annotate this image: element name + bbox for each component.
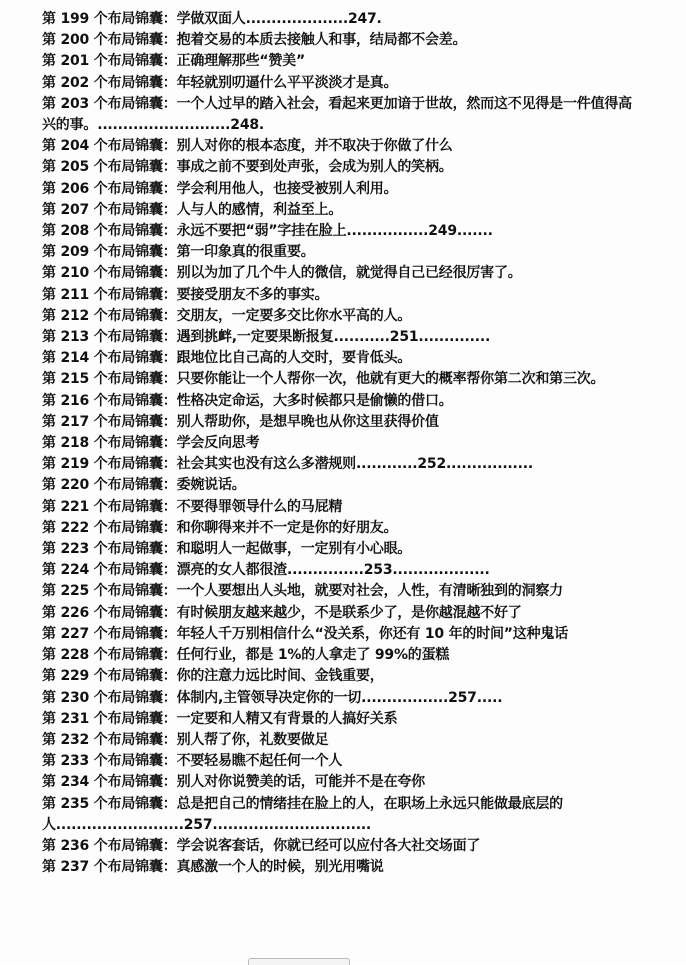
toc-entry: 第 223 个布局锦囊：和聪明人一起做事，一定别有小心眼。 xyxy=(42,541,412,558)
toc-entry: 第 211 个布局锦囊：要接受朋友不多的事实。 xyxy=(42,286,329,303)
toc-entry: 第 200 个布局锦囊：抱着交易的本质去接触人和事，结局都不会差。 xyxy=(42,32,467,49)
toc-entry: 第 208 个布局锦囊：永远不要把“弱”字挂在脸上................249....... xyxy=(42,223,493,240)
toc-entry: 第 215 个布局锦囊：只要你能让一个人帮你一次，他就有更大的概率帮你第二次和第三次。 xyxy=(42,371,605,388)
toc-entry: 第 219 个布局锦囊：社会其实也没有这么多潜规则............252................. xyxy=(42,456,534,473)
toc-entry: 第 229 个布局锦囊：你的注意力远比时间、金钱重要， xyxy=(42,668,384,685)
toc-entry: 第 212 个布局锦囊：交朋友，一定要多交比你水平高的人。 xyxy=(42,307,412,324)
toc-entry: 第 216 个布局锦囊：性格决定命运，大多时候都只是偷懒的借口。 xyxy=(42,392,453,409)
toc-entry: 第 237 个布局锦囊：真感激一个人的时候，别光用嘴说 xyxy=(42,859,384,876)
toc-entry: 第 206 个布局锦囊：学会利用他人，也接受被别人利用。 xyxy=(42,180,398,197)
toc-entry: 第 233 个布局锦囊：不要轻易瞧不起任何一个人 xyxy=(42,753,343,770)
toc-entry: 第 199 个布局锦囊：学做双面人....................247. xyxy=(42,11,382,27)
toc-entry: 第 234 个布局锦囊：别人对你说赞美的话，可能并不是在夸你 xyxy=(42,774,425,791)
toc-entry: 第 202 个布局锦囊：年轻就别叨逼什么平平淡淡才是真。 xyxy=(42,74,398,91)
toc-entry: 第 225 个布局锦囊：一个人要想出人头地，就要对社会，人性，有清晰独到的洞察力 xyxy=(42,583,563,600)
toc-entry: 第 205 个布局锦囊：事成之前不要到处声张，会成为别人的笑柄。 xyxy=(42,159,453,176)
toc-entry: 第 204 个布局锦囊：别人对你的根本态度，并不取决于你做了什么 xyxy=(42,138,453,155)
toc-entry: 第 207 个布局锦囊：人与人的感情，利益至上。 xyxy=(42,201,343,218)
toc-entry: 第 201 个布局锦囊：正确理解那些“赞美” xyxy=(42,53,305,70)
toc-entry: 第 203 个布局锦囊：一个人过早的踏入社会，看起来更加谙于世故，然而这不见得是一件值得高兴的事。..........................248. xyxy=(42,95,632,134)
toc-entry: 第 213 个布局锦囊：遇到挑衅,一定要果断报复...........251.............. xyxy=(42,329,491,346)
toc-entry: 第 221 个布局锦囊：不要得罪领导什么的马屁精 xyxy=(42,498,343,515)
toc-entry: 第 217 个布局锦囊：别人帮助你，是想早晚也从你这里获得价值 xyxy=(42,413,439,430)
toc-entry: 第 226 个布局锦囊：有时候朋友越来越少，不是联系少了，是你越混越不好了 xyxy=(42,604,522,621)
toc-entry: 第 235 个布局锦囊：总是把自己的情绪挂在脸上的人，在职场上永远只能做最底层的人.........................257............................... xyxy=(42,795,563,833)
table-of-contents xyxy=(42,9,642,878)
toc-entry: 第 218 个布局锦囊：学会反向思考 xyxy=(42,435,260,452)
toc-entry: 第 236 个布局锦囊：学会说客套话，你就已经可以应付各大社交场面了 xyxy=(42,837,481,854)
toc-entry: 第 232 个布局锦囊：别人帮了你，礼数要做足 xyxy=(42,731,329,748)
toc-entry: 第 224 个布局锦囊：漂亮的女人都很渣...............253................... xyxy=(42,562,490,579)
toc-entry: 第 231 个布局锦囊：一定要和人精又有背景的人搞好关系 xyxy=(42,710,398,727)
toc-entry: 第 220 个布局锦囊：委婉说话。 xyxy=(42,477,246,494)
toc-entry: 第 210 个布局锦囊：别以为加了几个牛人的微信，就觉得自己已经很厉害了。 xyxy=(42,265,522,282)
toc-entry: 第 228 个布局锦囊：任何行业，都是 1%的人拿走了 99%的蛋糕 xyxy=(42,647,450,664)
toc-entry: 第 230 个布局锦囊：体制内,主管领导决定你的一切.................257..... xyxy=(42,689,503,706)
toc-entry: 第 209 个布局锦囊：第一印象真的很重要。 xyxy=(42,244,315,261)
toc-entry: 第 222 个布局锦囊：和你聊得来并不一定是你的好朋友。 xyxy=(42,519,398,536)
toc-entry: 第 227 个布局锦囊：年轻人千万别相信什么“没关系，你还有 10 年的时间”这种鬼话 xyxy=(42,625,569,642)
toc-entry: 第 214 个布局锦囊：跟地位比自己高的人交时，要肯低头。 xyxy=(42,350,412,367)
